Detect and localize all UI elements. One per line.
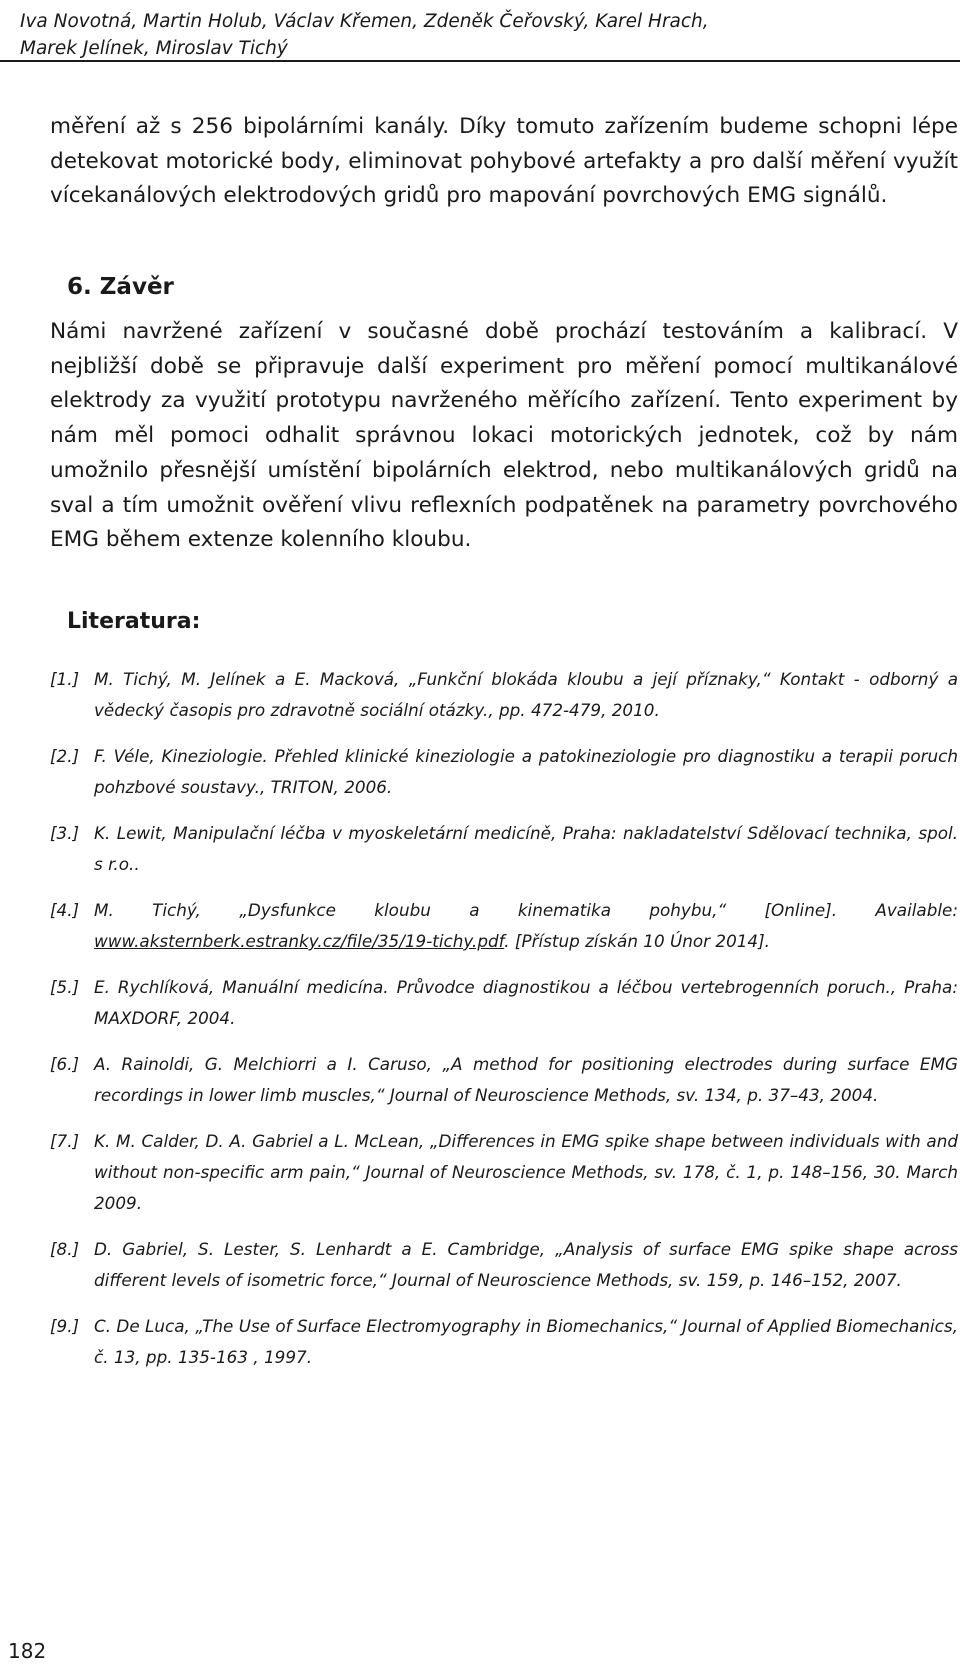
- reference-text: K. M. Calder, D. A. Gabriel a L. McLean, „Differences in EMG spike shape between individuals with and without non-specific arm pain,“ Journal of Neuroscience Methods, sv. 178, č. 1, p. 148–156, 30. March 2009.: [94, 1131, 958, 1213]
- header-authors-line-2: Marek Jelínek, Miroslav Tichý: [20, 38, 288, 59]
- reference-item: [50, 1311, 958, 1373]
- reference-text: C. De Luca, „The Use of Surface Electromyography in Biomechanics,“ Journal of Applied Biomechanics, č. 13, pp. 135-163 , 1997.: [94, 1316, 958, 1367]
- reference-number: [5.]: [50, 977, 80, 997]
- page-number: 182: [8, 1639, 47, 1663]
- reference-item: [50, 1126, 958, 1219]
- body-paragraph-1: měření až s 256 bipolárními kanály. Díky tomuto zařízením budeme schopni lépe detekovat motorické body, eliminovat pohybové artefakty a pro další měření využít vícekanálových elektrodových gridů pro mapování povrchových EMG signálů.: [50, 114, 958, 209]
- reference-text: E. Rychlíková, Manuální medicína. Průvodce diagnostikou a léčbou vertebrogenních poruch., Praha: MAXDORF, 2004.: [94, 977, 958, 1028]
- reference-item: [50, 1049, 958, 1111]
- reference-text: F. Véle, Kineziologie. Přehled klinické kineziologie a patokineziologie pro diagnostiku a terapii poruch pohzbové soustavy., TRITON, 2006.: [94, 746, 958, 797]
- reference-item: [50, 1234, 958, 1296]
- reference-number: [9.]: [50, 1316, 80, 1336]
- reference-text: A. Rainoldi, G. Melchiorri a I. Caruso, „A method for positioning electrodes during surface EMG recordings in lower limb muscles,“ Journal of Neuroscience Methods, sv. 134, p. 37–43, 2004.: [94, 1054, 958, 1105]
- reference-item: [50, 741, 958, 803]
- reference-text-before-link: M. Tichý, „Dysfunkce kloubu a kinematika pohybu,“ [Online]. Available:: [94, 900, 958, 920]
- header-divider: [0, 60, 960, 62]
- reference-number: [3.]: [50, 823, 80, 843]
- literature-heading: Literatura:: [67, 609, 201, 634]
- reference-number: [8.]: [50, 1239, 80, 1259]
- reference-item: [50, 664, 958, 726]
- reference-text: M. Tichý, M. Jelínek a E. Macková, „Funkční blokáda kloubu a její příznaky,“ Kontakt - odborný a vědecký časopis pro zdravotně sociální otázky., pp. 472-479, 2010.: [94, 669, 958, 720]
- reference-number: [6.]: [50, 1054, 80, 1074]
- header-authors-line-1: Iva Novotná, Martin Holub, Václav Křemen, Zdeněk Čeřovský, Karel Hrach,: [20, 11, 709, 32]
- reference-text: D. Gabriel, S. Lester, S. Lenhardt a E. Cambridge, „Analysis of surface EMG spike shape across different levels of isometric force,“ Journal of Neuroscience Methods, sv. 159, p. 146–152, 2007.: [94, 1239, 958, 1290]
- reference-item: [50, 972, 958, 1034]
- reference-text-after-link: . [Přístup získán 10 Únor 2014].: [504, 931, 770, 951]
- reference-list: [50, 664, 958, 1388]
- reference-url-link[interactable]: www.aksternberk.estranky.cz/file/35/19-tichy.pdf: [94, 931, 505, 951]
- section-title-conclusion: 6. Závěr: [67, 274, 174, 300]
- running-header: [20, 8, 945, 62]
- reference-number: [2.]: [50, 746, 80, 766]
- reference-item: [50, 818, 958, 880]
- reference-number: [1.]: [50, 669, 80, 689]
- reference-text: K. Lewit, Manipulační léčba v myoskeletární medicíně, Praha: nakladatelství Sdělovací technika, spol. s r.o..: [94, 823, 958, 874]
- body-paragraph-2: Námi navržené zařízení v současné době prochází testováním a kalibrací. V nejbližší době se připravuje další experiment pro měření pomocí multikanálové elektrody za využití prototypu navrženého měřícího zařízení. Tento experiment by nám měl pomoci odhalit správnou lokaci motorických jednotek, což by nám umožnilo přesnější umístění bipolárních elektrod, nebo multikanálových gridů na sval a tím umožnit ověření vlivu reflexních podpatěnek na parametry povrchového EMG během extenze kolenního kloubu.: [50, 319, 958, 553]
- reference-item: [50, 895, 958, 957]
- reference-number: [7.]: [50, 1131, 80, 1151]
- reference-number: [4.]: [50, 900, 80, 920]
